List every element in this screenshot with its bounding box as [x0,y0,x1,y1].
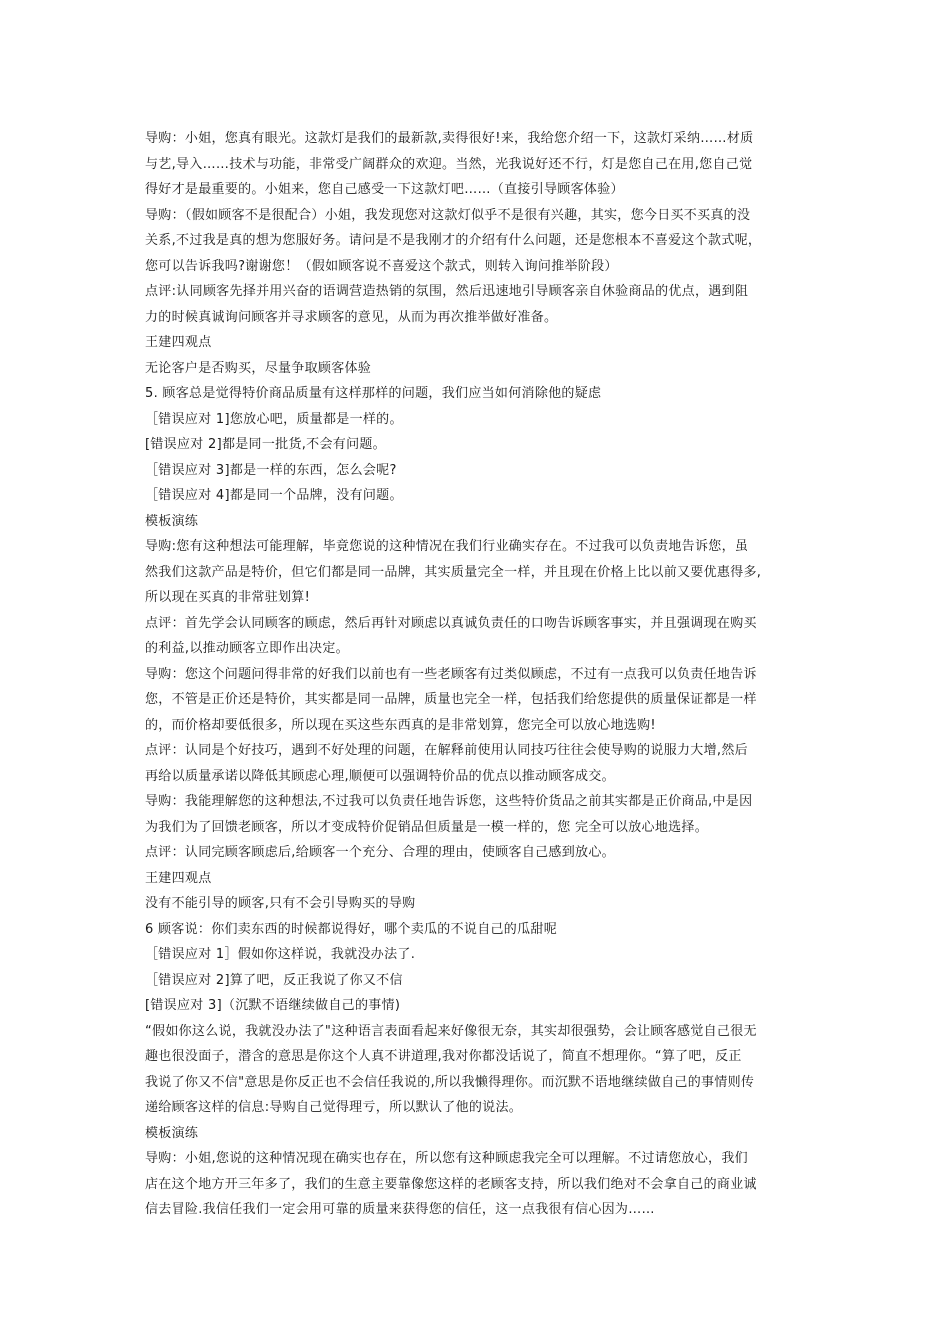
text-line: [错误应对 3]（沉默不语继续做自己的事情) [145,998,401,1013]
text-line: 的，而价格却要低很多，所以现在买这些东西真的是非常划算，您完全可以放心地选购! [145,717,656,733]
text-line: 6 顾客说：你们卖东西的时候都说得好，哪个卖瓜的不说自己的瓜甜呢 [145,921,558,937]
text-line: 为我们为了回馈老顾客，所以才变成特价促销品但质量是一模一样的，您 完全可以放心地选择。 [145,819,709,835]
text-line: 然我们这款产品是特价，但它们都是同一品牌，其实质量完全一样，并且现在价格上比以前又要优惠得多, [145,564,762,580]
document-body [145,126,815,1223]
text-line: 递给顾客这样的信息:导购自己觉得理亏，所以默认了他的说法。 [145,1100,523,1115]
text-line: ［错误应对 1]您放心吧，质量都是一样的。 [145,411,403,427]
text-line: ［错误应对 3]都是一样的东西，怎么会呢? [145,462,397,478]
text-line: 王建四观点 [145,870,212,886]
text-line: 导购：小姐,您说的这种情况现在确实也存在，所以您有这种顾虑我完全可以理解。不过请您放心，我们 [145,1151,748,1166]
text-line: 趣也很没面子，潜含的意思是你这个人真不讲道理,我对你都没话说了，简直不想理你。“算了吧，反正 [145,1049,742,1064]
text-line: 导购：小姐，您真有眼光。这款灯是我们的最新款,卖得很好!来，我给您介绍一下，这款灯采纳……材质 [145,131,754,146]
text-line: 关系,不过我是真的想为您服好务。请问是不是我刚才的介绍有什么问题，还是您根本不喜爱这个款式呢， [145,233,762,248]
text-line: 得好才是最重要的。小姐来，您自己感受一下这款灯吧……（直接引导顾客体验） [145,182,624,197]
text-line: 您可以告诉我吗?谢谢您！（假如顾客说不喜爱这个款式，则转入询问推举阶段） [145,258,618,274]
text-line: 导购：我能理解您的这种想法,不过我可以负责任地告诉您，这些特价货品之前其实都是正价商品,中是因 [145,794,753,809]
text-line: 点评：首先学会认同顾客的顾虑，然后再针对顾虑以真诚负责任的口吻告诉顾客事实，并且强调现在购买 [145,615,757,631]
text-line: 所以现在买真的非常驻划算! [145,590,311,605]
text-line: 点评:认同顾客先择并用兴奋的语调营造热销的氛围，然后迅速地引导顾客亲自休验商品的优点，遇到阻 [145,284,749,299]
text-line: 点评：认同完顾客顾虑后,给顾客一个充分、合理的理由，使顾客自己感到放心。 [145,845,615,860]
text-line: 模板演练 [145,513,199,529]
text-line: 信去冒险.我信任我们一定会用可靠的质量来获得您的信任，这一点我很有信心因为…… [145,1202,655,1217]
text-line: ［错误应对 4]都是同一个品牌，没有问题。 [145,488,403,503]
text-line: ［错误应对 1］假如你这样说，我就没办法了. [145,947,416,962]
text-line: 没有不能引导的顾客,只有不会引导购买的导购 [145,896,416,911]
text-line: 的利益,以推动顾客立即作出决定。 [145,641,349,656]
text-line: 您，不管是正价还是特价，其实都是同一品牌，质量也完全一样，包括我们给您提供的质量保证都是一样 [145,692,757,707]
text-line: 无论客户是否购买，尽量争取顾客体验 [145,360,372,376]
text-line: “假如你这么说，我就没办法了"这种语言表面看起来好像很无奈，其实却很强势，会让顾客感觉自己很无 [145,1023,757,1039]
text-line: 点评：认同是个好技巧，遇到不好处理的问题，在解释前使用认同技巧往往会使导购的说服力大增,然后 [145,743,748,758]
text-line: 导购：（假如顾客不是很配合）小姐，我发现您对这款灯似乎不是很有兴趣，其实，您今日买不买真的没 [145,207,751,223]
text-line: 我说了你又不信"意思是你反正也不会信任我说的,所以我懒得理你。而沉默不语地继续做自己的事情则传 [145,1074,755,1090]
text-line: 店在这个地方开三年多了，我们的生意主要靠像您这样的老顾客支持，所以我们绝对不会拿自己的商业诚 [145,1176,757,1192]
text-line: 王建四观点 [145,335,212,350]
text-line: 力的时候真诚询问顾客并寻求顾客的意见，从而为再次推举做好准备。 [145,309,558,325]
text-line: 与艺,导入……技术与功能，非常受广阔群众的欢迎。当然，光我说好还不行，灯是您自己在用,您自己觉 [145,156,753,172]
text-line: ［错误应对 2]算了吧，反正我说了你又不信 [145,972,403,988]
text-line: 导购：您这个问题问得非常的好我们以前也有一些老顾客有过类似顾虑，不过有一点我可以负责任地告诉 [145,666,757,682]
text-line: 模板演练 [145,1125,199,1141]
text-line: 导购:您有这种想法可能理解，毕竟您说的这种情况在我们行业确实存在。不过我可以负责地告诉您，虽 [145,539,749,554]
text-line: 再给以质量承诺以降低其顾虑心理,顺便可以强调特价品的优点以推动顾客成交。 [145,768,615,784]
text-line: 5. 顾客总是觉得特价商品质量有这样那样的问题，我们应当如何消除他的疑虑 [145,386,602,401]
text-line: [错误应对 2]都是同一批货,不会有问题。 [145,437,386,452]
